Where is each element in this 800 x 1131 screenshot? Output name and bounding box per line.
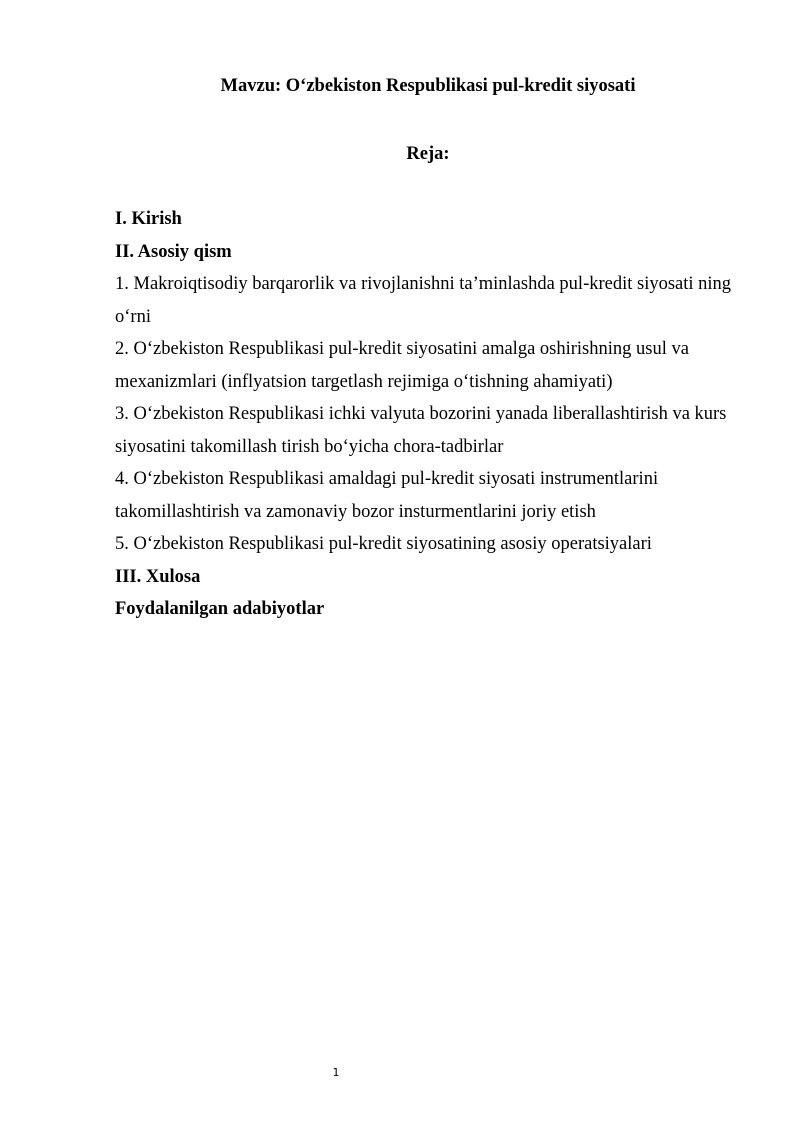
outline-conclusion: III. Xulosa	[115, 566, 201, 587]
outline-intro: I. Kirish	[115, 209, 182, 229]
outline-item-1: 1. Makroiqtisodiy barqarorlik va rivojlanishni ta’minlashda pul-kredit siyosati ning o‘rni	[115, 274, 732, 327]
outline-item-2: 2. O‘zbekiston Respublikasi pul-kredit siyosatini amalga oshirishning usul va mexanizmlari (inflyatsion targetlash rejimiga o‘tishning ahamiyati)	[115, 339, 689, 392]
outline-item-5: 5. O‘zbekiston Respublikasi pul-kredit siyosatining asosiy operatsiyalari	[115, 534, 652, 554]
outline-main-part: II. Asosiy qism	[115, 241, 232, 262]
outline	[115, 203, 755, 626]
plan-heading: Reja:	[406, 144, 450, 164]
page-title: Mavzu: O‘zbekiston Respublikasi pul-kredit siyosati	[220, 76, 636, 96]
outline-item-4: 4. O‘zbekiston Respublikasi amaldagi pul-kredit siyosati instrumentlarini takomillashtirish va zamonaviy bozor insturmentlarini joriy etish	[115, 469, 659, 522]
outline-item-3: 3. O‘zbekiston Respublikasi ichki valyuta bozorini yanada liberallashtirish va kurs siyosatini takomillash tirish bo‘yicha chora-tadbirlar	[115, 404, 727, 457]
outline-references: Foydalanilgan adabiyotlar	[115, 599, 325, 619]
page-number: 1	[332, 1066, 340, 1079]
